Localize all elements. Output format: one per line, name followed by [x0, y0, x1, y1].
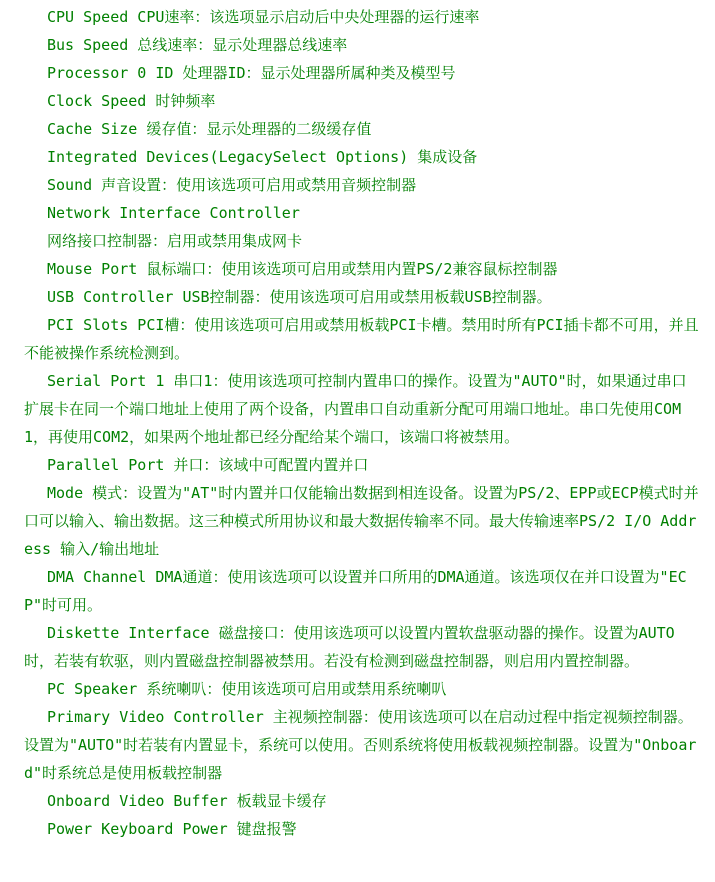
paragraph-bus-speed: Bus Speed 总线速率：显示处理器总线速率 [47, 36, 348, 54]
paragraph-clock-speed: Clock Speed 时钟频率 [47, 92, 216, 110]
paragraph-mode: Mode 模式：设置为"AT"时内置并口仅能输出数据到相连设备。设置为PS/2、EPP或ECP模式时并口可以输入、输出数据。这三种模式所用协议和最大数据传输率不同。最大传输速率PS/2 I/O Address 输入/输出地址 [24, 484, 699, 558]
paragraph-parallel-port: Parallel Port 并口：该域中可配置内置并口 [47, 456, 369, 474]
paragraph-network-interface: Network Interface Controller [47, 204, 300, 222]
paragraph-usb-controller: USB Controller USB控制器：使用该选项可启用或禁用板载USB控制器。 [47, 288, 552, 306]
paragraph-pci-slots: PCI Slots PCI槽：使用该选项可启用或禁用板载PCI卡槽。禁用时所有PCI插卡都不可用，并且不能被操作系统检测到。 [24, 316, 699, 362]
paragraph-cache-size: Cache Size 缓存值：显示处理器的二级缓存值 [47, 120, 372, 138]
paragraph-processor-id: Processor 0 ID 处理器ID：显示处理器所属种类及模型号 [47, 64, 456, 82]
paragraph-diskette-interface: Diskette Interface 磁盘接口：使用该选项可以设置内置软盘驱动器的操作。设置为AUTO时，若装有软驱，则内置磁盘控制器被禁用。若没有检测到磁盘控制器，则启用内置控制器。 [24, 624, 675, 670]
paragraph-keyboard-power: Power Keyboard Power 键盘报警 [47, 820, 297, 838]
paragraph-onboard-video-buffer: Onboard Video Buffer 板载显卡缓存 [47, 792, 327, 810]
paragraph-sound: Sound 声音设置：使用该选项可启用或禁用音频控制器 [47, 176, 417, 194]
paragraph-serial-port: Serial Port 1 串口1：使用该选项可控制内置串口的操作。设置为"AUTO"时，如果通过串口扩展卡在同一个端口地址上使用了两个设备，内置串口自动重新分配可用端口地址。串口先使用COM1，再使用COM2，如果两个地址都已经分配给某个端口，该端口将被禁用。 [24, 372, 687, 446]
paragraph-cpu-speed: CPU Speed CPU速率：该选项显示启动后中央处理器的运行速率 [47, 8, 480, 26]
paragraph-mouse-port: Mouse Port 鼠标端口：使用该选项可启用或禁用内置PS/2兼容鼠标控制器 [47, 260, 558, 278]
paragraph-primary-video: Primary Video Controller 主视频控制器：使用该选项可以在启动过程中指定视频控制器。设置为"AUTO"时若装有内置显卡，系统可以使用。否则系统将使用板载视频控制器。设置为"Onboard"时系统总是使用板载控制器 [24, 708, 697, 782]
paragraph-network-controller: 网络接口控制器：启用或禁用集成网卡 [47, 232, 303, 250]
paragraph-integrated-devices: Integrated Devices(LegacySelect Options) 集成设备 [47, 148, 478, 166]
paragraph-pc-speaker: PC Speaker 系统喇叭：使用该选项可启用或禁用系统喇叭 [47, 680, 447, 698]
paragraph-dma-channel: DMA Channel DMA通道：使用该选项可以设置并口所用的DMA通道。该选项仅在并口设置为"ECP"时可用。 [24, 568, 687, 614]
